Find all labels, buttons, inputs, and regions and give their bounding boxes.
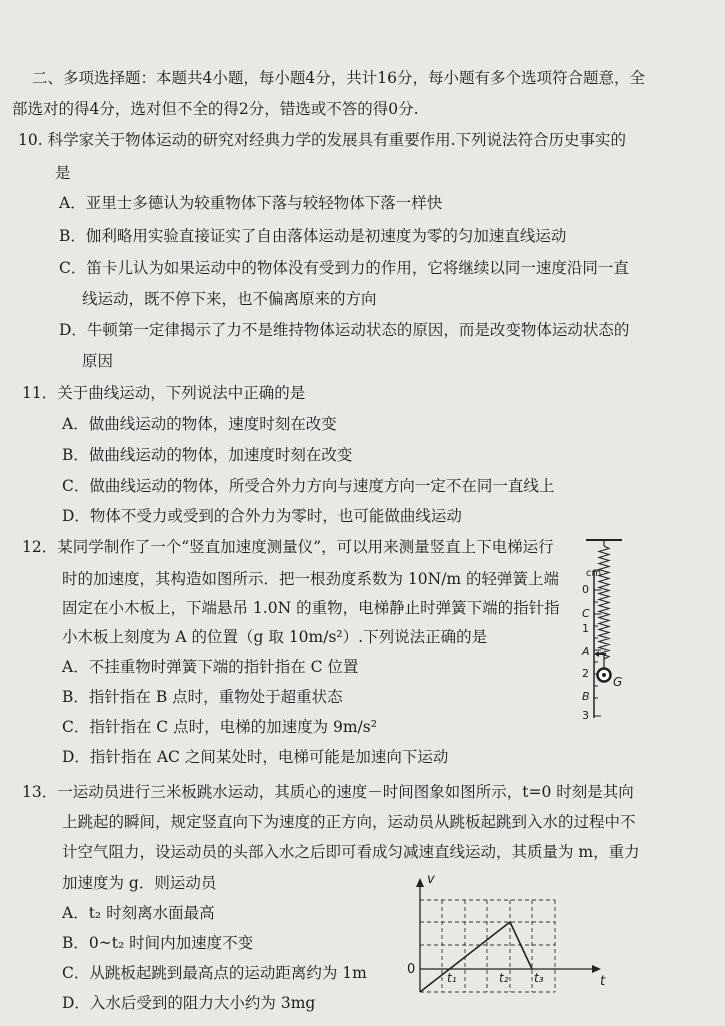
scale-tick-a: A [582,645,590,658]
q12-option-a: A．不挂重物时弹簧下端的指针指在 C 位置 [62,658,359,676]
scale-tick-1: 1 [582,622,589,635]
q10-option-c-line2: 线运动，既不停下来，也不偏离原来的方向 [82,290,377,308]
q12-stem-line1: 12．某同学制作了一个“竖直加速度测量仪”，可以用来测量竖直上下电梯运行 [22,538,554,556]
t1-label: t₁ [447,971,457,985]
spring-scale-diagram [560,530,660,730]
scale-tick-b: B [582,690,590,703]
q13-option-c: C．从跳板起跳到最高点的运动距离约为 1m [62,964,367,982]
q11-option-c: C．做曲线运动的物体，所受合外力方向与速度方向一定不在同一直线上 [62,477,555,495]
q13-option-b: B．0~t₂ 时间内加速度不变 [62,934,254,952]
q12-stem-line2: 时的加速度，其构造如图所示．把一根劲度系数为 10N/m 的轻弹簧上端 [62,570,560,588]
v-axis-label: v [427,872,435,887]
q12-option-c: C．指针指在 C 点时，电梯的加速度为 9m/s² [62,718,377,736]
t-axis-label: t [600,974,606,989]
q12-stem-line4: 小木板上刻度为 A 的位置（g 取 10m/s²）.下列说法正确的是 [62,628,488,646]
q10-option-c-line1: C．笛卡儿认为如果运动中的物体没有受到力的作用，它将继续以同一速度沿同一直 [59,259,629,277]
q13-stem-line1: 13．一运动员进行三米板跳水运动，其质心的速度－时间图象如图所示，t=0 时刻是其向 [22,783,634,801]
q13-stem-line2: 上跳起的瞬间，规定竖直向下为速度的正方向，运动员从跳板起跳到入水的过程中不 [62,813,636,831]
t2-label: t₂ [499,971,509,985]
scale-tick-2: 2 [582,667,589,680]
q12-stem-line3: 固定在小木板上，下端悬吊 1.0N 的重物，电梯静止时弹簧下端的指针指 [62,599,560,617]
q12-option-d: D．指针指在 AC 之间某处时，电梯可能是加速向下运动 [62,748,449,766]
q11-stem: 11．关于曲线运动，下列说法中正确的是 [22,384,306,402]
q12-accelerometer-figure [560,530,660,730]
weight-label: G [613,675,623,689]
scale-tick-3: 3 [582,709,589,722]
section-title-line2: 部选对的得4分，选对但不全的得2分，错选或不答的得0分. [12,100,419,118]
q10-stem-line1: 10. 科学家关于物体运动的研究对经典力学的发展具有重要作用.下列说法符合历史事实的 [18,131,627,149]
q11-option-d: D．物体不受力或受到的合外力为零时，也可能做曲线运动 [62,507,462,525]
q10-option-d-line2: 原因 [82,352,114,370]
scale-tick-c: C [582,607,590,620]
scale-tick-0: 0 [582,583,589,596]
q12-option-b: B．指针指在 B 点时，重物处于超重状态 [62,688,343,706]
q13-option-d: D．入水后受到的阻力大小约为 3mg [62,994,316,1012]
velocity-time-diagram [395,870,615,1020]
q13-option-a: A．t₂ 时刻离水面最高 [62,904,215,922]
q10-stem-line2: 是 [55,164,71,182]
q11-option-b: B．做曲线运动的物体，加速度时刻在改变 [62,446,353,464]
origin-label: 0 [407,962,416,977]
q13-stem-line4: 加速度为 g．则运动员 [62,874,217,892]
q10-option-d-line1: D．牛顿第一定律揭示了力不是维持物体运动状态的原因，而是改变物体运动状态的 [59,321,630,339]
t3-label: t₃ [534,971,544,985]
scale-unit-label: cm [586,568,602,579]
section-title-line1: 二、多项选择题：本题共4小题，每小题4分，共计16分，每小题有多个选项符合题意，全 [32,69,645,87]
q13-stem-line3: 计空气阻力，设运动员的头部入水之后即可看成匀减速直线运动，其质量为 m，重力 [62,843,640,861]
q13-vt-graph [395,870,615,1020]
q10-option-b: B．伽利略用实验直接证实了自由落体运动是初速度为零的匀加速直线运动 [59,227,567,245]
q11-option-a: A．做曲线运动的物体，速度时刻在改变 [62,415,337,433]
q10-option-a: A．亚里士多德认为较重物体下落与较轻物体下落一样快 [59,194,443,212]
